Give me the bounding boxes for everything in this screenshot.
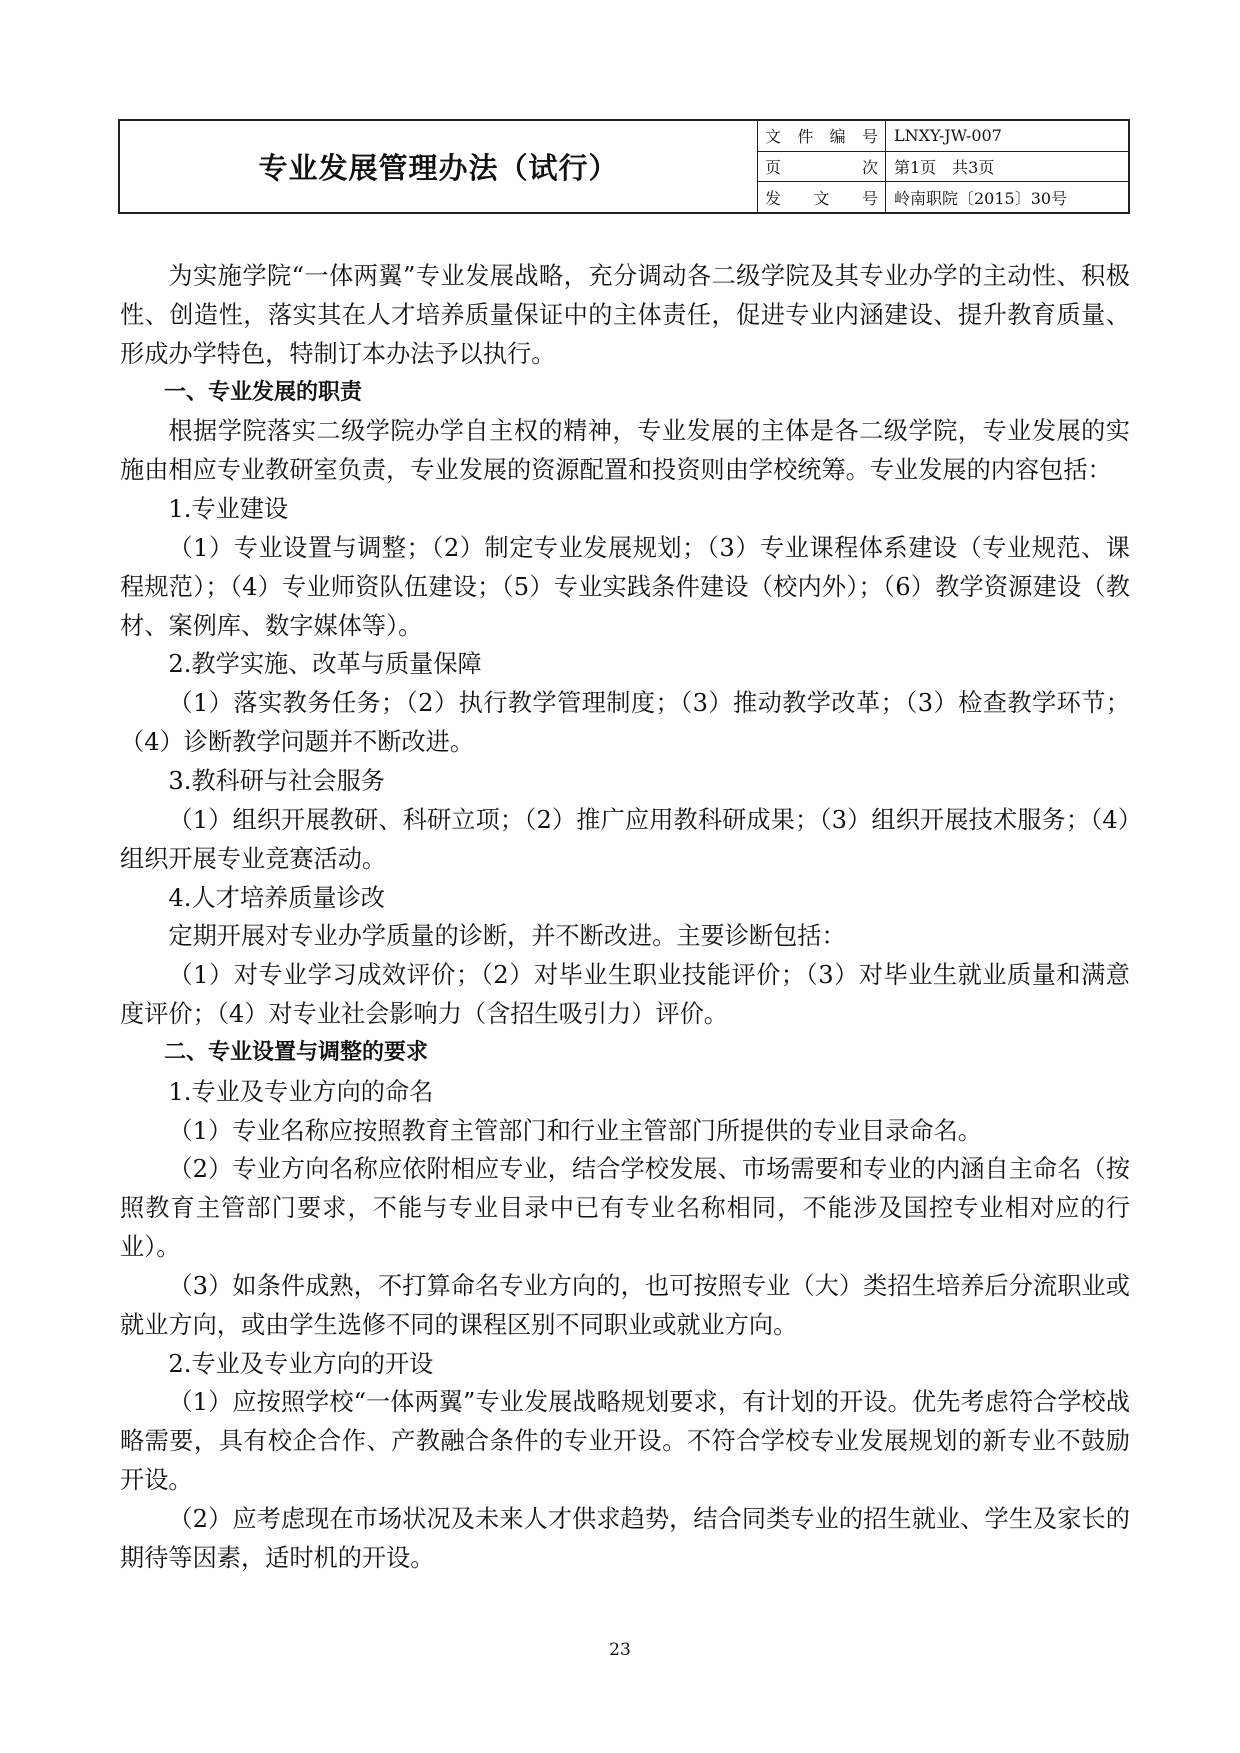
info-value: 第1页 共3页 [894, 158, 995, 177]
info-label-char: 次 [861, 158, 878, 177]
section-heading: 一、专业发展的职责 [164, 379, 363, 405]
paragraph: 为实施学院“一体两翼”专业发展战略，充分调动各二级学院及其专业办学的主动性、积极性、创造性，落实其在人才培养质量保证中的主体责任，促进专业内涵建设、提升教育质量、形成办学特色，特制订本办法予以执行。 [120, 262, 1130, 368]
info-label-char: 件 [797, 127, 814, 147]
page-number: 23 [609, 1640, 631, 1660]
info-row [758, 121, 1128, 152]
info-label-char: 号 [861, 127, 878, 147]
paragraph: （3）如条件成熟，不打算命名专业方向的，也可按照专业（大）类招生培养后分流职业或就业方向，或由学生选修不同的课程区别不同职业或就业方向。 [120, 1271, 1130, 1339]
paragraph: （1）专业名称应按照教育主管部门和行业主管部门所提供的专业目录命名。 [168, 1116, 982, 1145]
paragraph: 3.教科研与社会服务 [168, 766, 385, 795]
document-info-table [758, 121, 1128, 212]
info-label [758, 182, 886, 212]
paragraph: 4.人才培养质量诊改 [168, 883, 385, 912]
info-label-char: 编 [829, 127, 846, 147]
paragraph: （2）应考虑现在市场状况及未来人才供求趋势，结合同类专业的招生就业、学生及家长的期待等因素，适时机的开设。 [120, 1505, 1130, 1572]
paragraph: 根据学院落实二级学院办学自主权的精神，专业发展的主体是各二级学院，专业发展的实施由相应专业教研室负责，专业发展的资源配置和投资则由学校统筹。专业发展的内容包括： [120, 417, 1130, 485]
paragraph: 2.专业及专业方向的开设 [168, 1349, 434, 1378]
info-label-char: 文 [765, 127, 782, 147]
paragraph: （1）专业设置与调整；（2）制定专业发展规划；（3）专业课程体系建设（专业规范、课程规范）；（4）专业师资队伍建设；（5）专业实践条件建设（校内外）；（6）教学资源建设（教材、案例库、数字媒体等）。 [120, 533, 1130, 640]
info-row [758, 182, 1128, 212]
document-header [118, 119, 1130, 214]
paragraph: 1.专业建设 [168, 495, 289, 524]
info-value: LNXY-JW-007 [894, 126, 1002, 146]
paragraph: 定期开展对专业办学质量的诊断，并不断改进。主要诊断包括： [168, 922, 846, 951]
info-label-char: 页 [765, 158, 782, 177]
document-body [120, 257, 1130, 1578]
info-label-char: 号 [861, 188, 878, 208]
info-label-char: 发 [765, 188, 782, 208]
document-title: 专业发展管理办法（试行） [120, 121, 758, 212]
paragraph: （1）落实教务任务；（2）执行教学管理制度；（3）推动教学改革；（3）检查教学环节；（4）诊断教学问题并不断改进。 [120, 689, 1130, 757]
paragraph: （1）组织开展教研、科研立项；（2）推广应用教科研成果；（3）组织开展技术服务；（4）组织开展专业竞赛活动。 [120, 805, 1130, 873]
info-label [758, 121, 886, 151]
section-heading: 二、专业设置与调整的要求 [164, 1039, 429, 1065]
info-row [758, 152, 1128, 183]
paragraph: 1.专业及专业方向的命名 [168, 1077, 434, 1106]
paragraph: （1）应按照学校“一体两翼”专业发展战略规划要求，有计划的开设。优先考虑符合学校战略需要，具有校企合作、产教融合条件的专业开设。不符合学校专业发展规划的新专业不鼓励开设。 [120, 1388, 1130, 1495]
paragraph: 2.教学实施、改革与质量保障 [168, 650, 482, 679]
paragraph: （1）对专业学习成效评价；（2）对毕业生职业技能评价；（3）对毕业生就业质量和满意度评价；（4）对专业社会影响力（含招生吸引力）评价。 [120, 961, 1130, 1029]
info-value: 岭南职院〔2015〕30号 [894, 188, 1068, 208]
paragraph: （2）专业方向名称应依附相应专业，结合学校发展、市场需要和专业的内涵自主命名（按照教育主管部门要求，不能与专业目录中已有专业名称相同，不能涉及国控专业相对应的行业）。 [120, 1155, 1130, 1262]
info-label-char: 文 [813, 188, 830, 208]
info-label [758, 152, 886, 182]
